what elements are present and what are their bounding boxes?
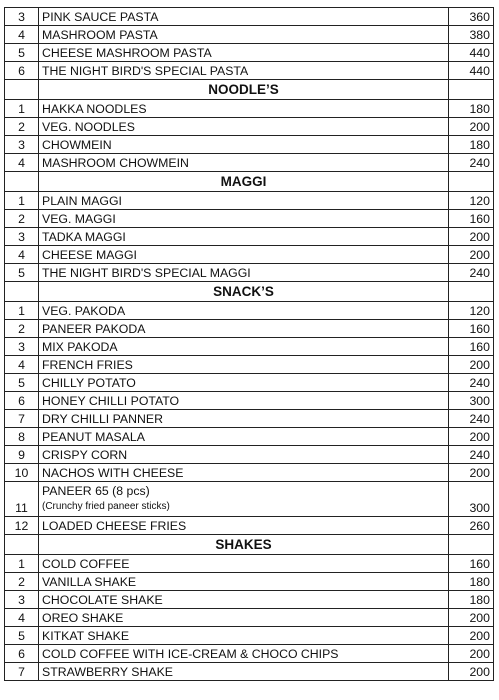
menu-row [5, 591, 494, 609]
menu-row [5, 446, 494, 464]
menu-row [5, 320, 494, 338]
item-name-cell [39, 374, 449, 392]
item-price: 260 [449, 517, 494, 535]
item-number: 5 [5, 627, 39, 645]
menu-row [5, 428, 494, 446]
item-number: 2 [5, 573, 39, 591]
section-header [5, 172, 494, 192]
item-number: 3 [5, 136, 39, 154]
item-price: 120 [449, 192, 494, 210]
item-price: 440 [449, 44, 494, 62]
item-name: PANEER PAKODA [42, 321, 146, 336]
menu-row [5, 464, 494, 482]
section-title: SHAKES [39, 535, 449, 555]
menu-row [5, 338, 494, 356]
section-title: MAGGI [39, 172, 449, 192]
item-name-cell [39, 136, 449, 154]
menu-row [5, 62, 494, 80]
item-number: 7 [5, 410, 39, 428]
item-number: 4 [5, 356, 39, 374]
menu-row [5, 210, 494, 228]
item-price: 300 [449, 482, 494, 517]
item-description: (Crunchy fried paneer sticks) [42, 501, 170, 512]
item-name: THE NIGHT BIRD'S SPECIAL MAGGI [42, 265, 251, 280]
item-price: 180 [449, 591, 494, 609]
item-number: 6 [5, 392, 39, 410]
menu-row [5, 392, 494, 410]
item-name: PANEER 65 (8 pcs) [42, 484, 150, 498]
item-name: VEG. MAGGI [42, 211, 116, 226]
item-number: 2 [5, 320, 39, 338]
item-number: 4 [5, 609, 39, 627]
item-name: CHILLY POTATO [42, 375, 136, 390]
item-name: CHOCOLATE SHAKE [42, 592, 163, 607]
item-number: 3 [5, 228, 39, 246]
item-name: TADKA MAGGI [42, 229, 126, 244]
item-price: 240 [449, 154, 494, 172]
menu-row [5, 356, 494, 374]
item-number: 1 [5, 302, 39, 320]
item-number: 1 [5, 192, 39, 210]
item-name-cell [39, 591, 449, 609]
item-price: 200 [449, 118, 494, 136]
item-name: COLD COFFEE WITH ICE-CREAM & CHOCO CHIPS [42, 646, 339, 661]
section-header [5, 282, 494, 302]
item-price: 440 [449, 62, 494, 80]
item-name-cell [39, 627, 449, 645]
item-name-cell [39, 8, 449, 26]
item-name: LOADED CHEESE FRIES [42, 518, 187, 533]
item-name-cell [39, 228, 449, 246]
item-name-cell [39, 62, 449, 80]
item-number: 4 [5, 154, 39, 172]
menu-row [5, 645, 494, 663]
item-number: 12 [5, 517, 39, 535]
item-price: 200 [449, 609, 494, 627]
item-number: 3 [5, 8, 39, 26]
item-name: KITKAT SHAKE [42, 628, 130, 643]
section-header-spacer [449, 80, 494, 100]
menu-row [5, 246, 494, 264]
item-name: PEANUT MASALA [42, 429, 145, 444]
item-price: 160 [449, 320, 494, 338]
item-name-cell [39, 392, 449, 410]
item-name-cell [39, 44, 449, 62]
menu-row [5, 44, 494, 62]
menu-row [5, 192, 494, 210]
item-name-cell [39, 517, 449, 535]
menu-row [5, 228, 494, 246]
menu-row [5, 627, 494, 645]
menu-row [5, 573, 494, 591]
item-name: MASHROOM PASTA [42, 27, 158, 42]
item-number: 5 [5, 374, 39, 392]
item-name-cell [39, 410, 449, 428]
menu-row [5, 26, 494, 44]
item-price: 180 [449, 100, 494, 118]
item-price: 240 [449, 374, 494, 392]
item-name: MASHROOM CHOWMEIN [42, 155, 189, 170]
item-price: 380 [449, 26, 494, 44]
menu-row [5, 118, 494, 136]
section-header-spacer [5, 282, 39, 302]
item-name-cell [39, 356, 449, 374]
item-name: CHOWMEIN [42, 137, 112, 152]
item-price: 240 [449, 446, 494, 464]
menu-row [5, 517, 494, 535]
item-number: 7 [5, 663, 39, 681]
item-price: 200 [449, 246, 494, 264]
item-name-cell [39, 100, 449, 118]
section-header [5, 80, 494, 100]
item-price: 360 [449, 8, 494, 26]
item-name: PLAIN MAGGI [42, 193, 122, 208]
item-name: CRISPY CORN [42, 447, 128, 462]
section-header-spacer [5, 80, 39, 100]
item-name-cell [39, 320, 449, 338]
item-number: 8 [5, 428, 39, 446]
item-name-cell [39, 264, 449, 282]
item-number: 11 [5, 482, 39, 517]
menu-row [5, 154, 494, 172]
item-name-cell [39, 609, 449, 627]
item-number: 1 [5, 100, 39, 118]
section-header-spacer [449, 172, 494, 192]
item-name: HONEY CHILLI POTATO [42, 393, 180, 408]
item-price: 200 [449, 228, 494, 246]
menu-row [5, 482, 494, 517]
section-header-spacer [449, 282, 494, 302]
section-header-spacer [449, 535, 494, 555]
section-header [5, 535, 494, 555]
item-number: 2 [5, 210, 39, 228]
item-name: HAKKA NOODLES [42, 101, 147, 116]
item-price: 200 [449, 645, 494, 663]
item-name-cell [39, 192, 449, 210]
item-name-cell [39, 154, 449, 172]
item-price: 200 [449, 464, 494, 482]
item-number: 4 [5, 26, 39, 44]
section-title: NOODLE’S [39, 80, 449, 100]
item-name-cell [39, 210, 449, 228]
item-number: 1 [5, 555, 39, 573]
section-title: SNACK’S [39, 282, 449, 302]
menu-row [5, 302, 494, 320]
item-name-cell [39, 464, 449, 482]
item-price: 120 [449, 302, 494, 320]
menu-row [5, 374, 494, 392]
item-name: NACHOS WITH CHEESE [42, 465, 184, 480]
item-name-cell [39, 555, 449, 573]
item-name-cell [39, 573, 449, 591]
item-name: CHEESE MAGGI [42, 247, 137, 262]
item-name: OREO SHAKE [42, 610, 124, 625]
section-header-spacer [5, 172, 39, 192]
item-number: 5 [5, 44, 39, 62]
menu-row [5, 609, 494, 627]
item-name-cell [39, 26, 449, 44]
menu-row [5, 264, 494, 282]
item-name-cell [39, 663, 449, 681]
menu-row [5, 410, 494, 428]
item-number: 10 [5, 464, 39, 482]
item-number: 9 [5, 446, 39, 464]
item-price: 200 [449, 428, 494, 446]
item-price: 200 [449, 356, 494, 374]
item-name-cell [39, 428, 449, 446]
item-price: 240 [449, 410, 494, 428]
item-name: VANILLA SHAKE [42, 574, 137, 589]
section-header-spacer [5, 535, 39, 555]
item-price: 200 [449, 627, 494, 645]
menu-table [4, 7, 494, 681]
item-number: 5 [5, 264, 39, 282]
item-name: COLD COFFEE [42, 556, 130, 571]
item-price: 180 [449, 136, 494, 154]
menu-row [5, 663, 494, 681]
item-price: 180 [449, 573, 494, 591]
item-price: 200 [449, 663, 494, 681]
menu-row [5, 555, 494, 573]
item-name: PINK SAUCE PASTA [42, 9, 159, 24]
item-price: 160 [449, 210, 494, 228]
item-price: 160 [449, 338, 494, 356]
item-number: 3 [5, 591, 39, 609]
item-name-cell [39, 446, 449, 464]
menu-row [5, 100, 494, 118]
item-name-cell [39, 482, 449, 517]
menu-row [5, 8, 494, 26]
item-name: CHEESE MASHROOM PASTA [42, 45, 212, 60]
item-name: MIX PAKODA [42, 339, 118, 354]
item-number: 4 [5, 246, 39, 264]
item-name-cell [39, 338, 449, 356]
item-name: VEG. NOODLES [42, 119, 135, 134]
item-name: STRAWBERRY SHAKE [42, 664, 173, 679]
item-name: FRENCH FRIES [42, 357, 133, 372]
item-name-cell [39, 645, 449, 663]
item-name-cell [39, 246, 449, 264]
item-name: THE NIGHT BIRD'S SPECIAL PASTA [42, 63, 249, 78]
item-number: 6 [5, 645, 39, 663]
menu-row [5, 136, 494, 154]
item-name-cell [39, 302, 449, 320]
item-price: 160 [449, 555, 494, 573]
item-price: 300 [449, 392, 494, 410]
item-number: 3 [5, 338, 39, 356]
item-name: VEG. PAKODA [42, 303, 126, 318]
item-number: 6 [5, 62, 39, 80]
menu-table-body [5, 8, 494, 681]
item-name: DRY CHILLI PANNER [42, 411, 163, 426]
item-price: 240 [449, 264, 494, 282]
item-name-cell [39, 118, 449, 136]
item-number: 2 [5, 118, 39, 136]
